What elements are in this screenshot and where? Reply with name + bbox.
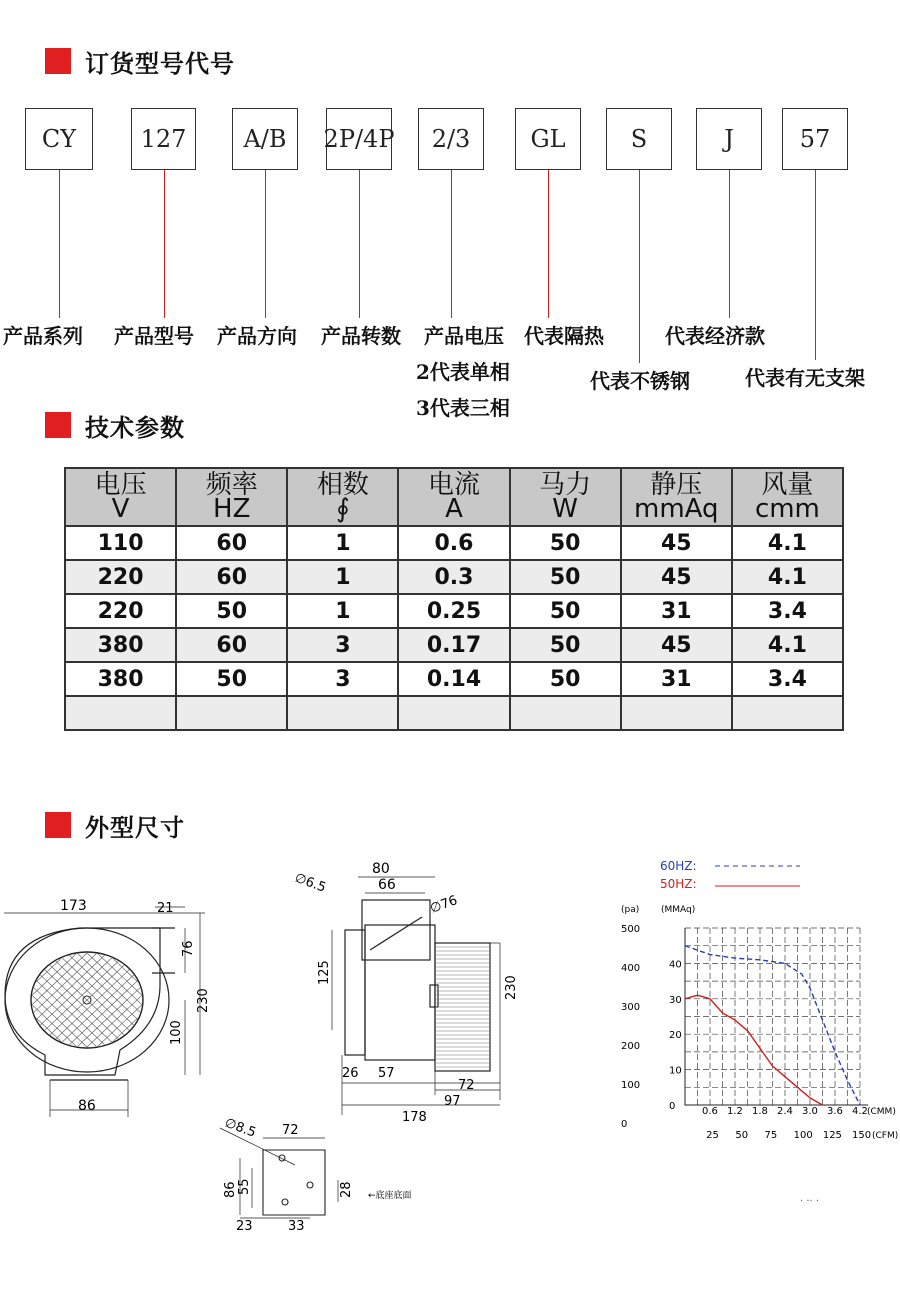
code-sublabel-1: 3代表三相 (416, 396, 510, 420)
x-tick-cmm: 2.4 (777, 1106, 793, 1117)
x-tick-cfm: 75 (764, 1130, 778, 1141)
code-leader-line (265, 170, 266, 318)
table-cell: 4.1 (732, 526, 843, 560)
base-note: ←底座底面 (368, 1191, 412, 1201)
header-unit: ∮ (336, 494, 350, 524)
table-cell (176, 696, 287, 730)
table-cell: 220 (65, 560, 176, 594)
dim-86: 86 (78, 1098, 96, 1114)
table-row (65, 526, 843, 560)
x-tick-cmm: 3.6 (827, 1106, 843, 1117)
code-box-2: A/B (232, 108, 298, 170)
y-tick-pa: 0 (621, 1119, 628, 1130)
table-cell: 31 (621, 662, 732, 696)
code-leader-line (729, 170, 730, 318)
code-label-6: 代表不锈钢 (590, 369, 690, 393)
code-label-1: 产品型号 (114, 324, 194, 348)
table-cell: 1 (287, 560, 398, 594)
table-cell: 31 (621, 594, 732, 628)
table-cell: 50 (510, 662, 621, 696)
table-cell (65, 696, 176, 730)
dim-100: 100 (169, 1020, 184, 1045)
table-cell: 0.14 (398, 662, 509, 696)
code-label-2: 产品方向 (217, 324, 297, 348)
table-header (621, 468, 732, 526)
y-axis-unit-mmaq: (MMAq) (661, 905, 696, 915)
table-header (510, 468, 621, 526)
base-plate-drawing (210, 1110, 440, 1235)
table-header (287, 468, 398, 526)
table-cell: 50 (510, 526, 621, 560)
header-unit: mmAq (634, 494, 719, 524)
dim-28: 28 (339, 1181, 354, 1198)
red-square-icon (45, 812, 71, 838)
section-title: 外型尺寸 (85, 813, 185, 842)
dim-57: 57 (378, 1066, 395, 1081)
table-row (65, 662, 843, 696)
table-cell: 380 (65, 662, 176, 696)
y-tick-pa: 200 (621, 1041, 641, 1052)
x-axis-unit-cfm: (CFM) (872, 1131, 899, 1141)
series-line-1 (685, 995, 823, 1105)
code-box-0: CY (25, 108, 93, 170)
dim-dia-6-5: ∅6.5 (292, 870, 328, 896)
header-label: 静压 (650, 470, 703, 500)
y-tick-mmaq: 10 (669, 1065, 682, 1077)
table-cell: 50 (176, 662, 287, 696)
y-tick-pa: 500 (621, 924, 641, 935)
dim-66: 66 (378, 877, 396, 893)
header-unit: V (111, 494, 130, 524)
code-label-5: 代表隔热 (524, 324, 604, 348)
legend-50hz: 50HZ: (660, 877, 697, 891)
code-box-4: 2/3 (418, 108, 484, 170)
performance-chart (615, 850, 900, 1150)
table-cell: 60 (176, 560, 287, 594)
x-tick-cmm: 1.2 (727, 1106, 743, 1117)
y-tick-pa: 400 (621, 963, 641, 974)
code-leader-line (359, 170, 360, 318)
table-cell: 50 (510, 560, 621, 594)
code-sublabel-0: 2代表单相 (416, 360, 510, 384)
x-tick-cmm: 4.2 (852, 1106, 868, 1117)
dim-dia-76: ∅76 (428, 893, 460, 917)
table-cell: 110 (65, 526, 176, 560)
y-tick-mmaq: 30 (669, 994, 682, 1006)
table-cell: 0.25 (398, 594, 509, 628)
code-label-7: 代表经济款 (665, 324, 765, 348)
table-cell: 60 (176, 628, 287, 662)
code-label-0: 产品系列 (3, 324, 83, 348)
x-tick-cfm: 50 (735, 1130, 749, 1141)
dim-80: 80 (372, 861, 390, 877)
spec-table (64, 467, 844, 731)
x-tick-cmm: 0.6 (702, 1106, 718, 1117)
dim-26: 26 (342, 1066, 359, 1081)
header-unit: W (552, 494, 578, 524)
table-cell: 220 (65, 594, 176, 628)
dim-178: 178 (402, 1110, 427, 1125)
y-tick-mmaq: 20 (669, 1030, 682, 1042)
red-square-icon (45, 48, 71, 74)
header-label: 电压 (94, 470, 147, 500)
header-unit: HZ (213, 494, 251, 524)
table-cell: 50 (510, 594, 621, 628)
section-header-dimensions (45, 810, 185, 840)
table-cell: 380 (65, 628, 176, 662)
dim-55: 55 (237, 1178, 252, 1195)
table-row (65, 696, 843, 730)
table-cell: 0.17 (398, 628, 509, 662)
section-header-order-code (45, 46, 235, 76)
code-leader-line (639, 170, 640, 363)
table-header (398, 468, 509, 526)
side-view-drawing (290, 855, 540, 1125)
code-leader-line (815, 170, 816, 360)
table-row (65, 628, 843, 662)
table-cell: 0.6 (398, 526, 509, 560)
table-cell: 3 (287, 628, 398, 662)
code-leader-line (548, 170, 549, 318)
code-box-1: 127 (131, 108, 196, 170)
table-header (732, 468, 843, 526)
table-row (65, 560, 843, 594)
y-tick-pa: 100 (621, 1080, 641, 1091)
header-label: 马力 (539, 470, 592, 500)
code-box-8: 57 (782, 108, 848, 170)
code-leader-line (451, 170, 452, 318)
table-cell (287, 696, 398, 730)
code-box-5: GL (515, 108, 581, 170)
section-title: 技术参数 (85, 413, 185, 442)
dim-230: 230 (504, 975, 519, 1000)
table-header (176, 468, 287, 526)
table-cell: 3.4 (732, 594, 843, 628)
section-header-tech-params (45, 410, 185, 440)
x-tick-cfm: 100 (793, 1130, 813, 1141)
code-box-6: S (606, 108, 672, 170)
header-label: 相数 (316, 470, 369, 500)
y-tick-pa: 300 (621, 1002, 641, 1013)
front-view-drawing (0, 895, 215, 1125)
dim-dia-8-5: ∅8.5 (222, 1115, 258, 1141)
header-label: 风量 (761, 470, 814, 500)
x-axis-unit-cmm: (CMM) (867, 1107, 896, 1117)
table-cell: 4.1 (732, 628, 843, 662)
table-cell: 1 (287, 526, 398, 560)
code-box-3: 2P/4P (326, 108, 392, 170)
code-label-4: 产品电压 (424, 324, 504, 348)
table-cell: 50 (510, 628, 621, 662)
table-cell: 1 (287, 594, 398, 628)
code-leader-line (59, 170, 60, 318)
table-cell: 4.1 (732, 560, 843, 594)
table-cell: 3 (287, 662, 398, 696)
dim-33: 33 (288, 1219, 305, 1234)
code-label-8: 代表有无支架 (745, 366, 865, 390)
dim-125: 125 (317, 960, 332, 985)
section-title: 订货型号代号 (85, 49, 235, 78)
dim-72: 72 (458, 1078, 475, 1093)
x-tick-cmm: 1.8 (752, 1106, 768, 1117)
header-label: 频率 (205, 470, 258, 500)
x-tick-cfm: 25 (706, 1130, 719, 1141)
table-cell: 3.4 (732, 662, 843, 696)
dim-97: 97 (444, 1094, 461, 1109)
table-cell: 45 (621, 628, 732, 662)
table-cell (510, 696, 621, 730)
table-header (65, 468, 176, 526)
table-row (65, 594, 843, 628)
code-label-3: 产品转数 (321, 324, 401, 348)
table-cell: 60 (176, 526, 287, 560)
y-axis-unit-pa: (pa) (621, 905, 640, 915)
y-tick-mmaq: 40 (669, 959, 682, 971)
header-unit: A (445, 494, 463, 524)
code-leader-line (164, 170, 165, 318)
dim-230: 230 (196, 988, 211, 1013)
table-cell: 0.3 (398, 560, 509, 594)
mark-dots: · ·· · (800, 1196, 820, 1207)
table-cell: 50 (176, 594, 287, 628)
header-label: 电流 (427, 470, 480, 500)
dim-21: 21 (157, 901, 174, 916)
code-box-7: J (696, 108, 762, 170)
dim-86: 86 (223, 1181, 238, 1198)
table-cell: 45 (621, 560, 732, 594)
dim-23: 23 (236, 1219, 253, 1234)
header-unit: cmm (754, 494, 820, 524)
dim-76: 76 (181, 940, 196, 957)
red-square-icon (45, 412, 71, 438)
table-cell: 45 (621, 526, 732, 560)
table-cell (398, 696, 509, 730)
y-tick-mmaq: 0 (669, 1101, 676, 1112)
table-cell (732, 696, 843, 730)
x-tick-cmm: 3.0 (802, 1106, 818, 1117)
dim-173: 173 (60, 898, 87, 914)
x-tick-cfm: 125 (822, 1130, 842, 1141)
dim-72: 72 (282, 1123, 299, 1138)
legend-60hz: 60HZ: (660, 859, 697, 873)
table-cell (621, 696, 732, 730)
x-tick-cfm: 150 (852, 1130, 872, 1141)
